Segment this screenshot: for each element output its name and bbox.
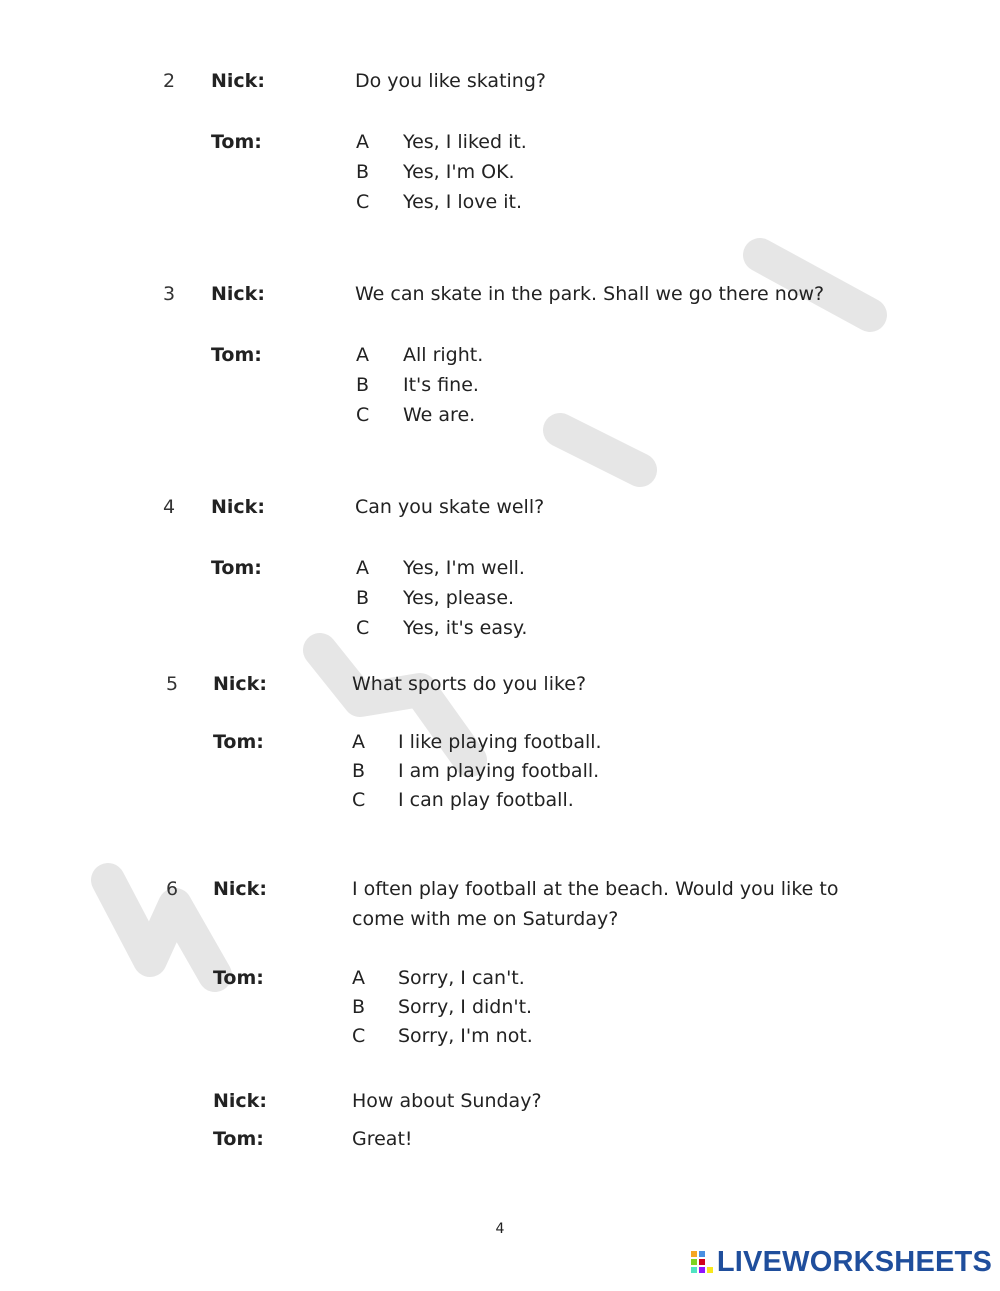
watermark-stroke [108,880,215,975]
page-number: 4 [495,1221,505,1237]
option-text: It's fine. [403,374,479,396]
prompt-speaker: Nick: [211,496,265,518]
closing-line: How about Sunday? [352,1090,542,1112]
option-text: I like playing football. [398,731,602,753]
prompt-speaker: Nick: [213,673,267,695]
question-prompt: I often play football at the beach. Would you like to come with me on Saturday? [352,878,839,930]
prompt-speaker: Nick: [211,70,265,92]
option-letter: A [356,131,369,153]
question-number: 4 [163,496,176,518]
question-prompt: Can you skate well? [355,496,545,518]
option-text: Sorry, I can't. [398,967,525,989]
option-text: Sorry, I'm not. [398,1025,533,1047]
option-text: I am playing football. [398,760,600,782]
option-text: Yes, I love it. [403,191,523,213]
question-number: 6 [166,878,179,900]
option-text: We are. [403,404,476,426]
option-letter: B [352,996,366,1018]
watermark-stroke [560,430,640,470]
option-text: Yes, please. [403,587,515,609]
liveworksheets-brand [691,1247,992,1277]
answer-speaker: Tom: [213,731,264,753]
option-letter: A [356,344,369,366]
option-text: Yes, I'm well. [403,557,525,579]
option-text: I can play football. [398,789,574,811]
option-letter: C [352,789,366,811]
answer-speaker: Tom: [211,557,262,579]
liveworksheets-logo-icon [691,1251,713,1273]
prompt-speaker: Nick: [211,283,265,305]
option-letter: B [356,587,370,609]
brand-name: LIVEWORKSHEETS [716,1245,992,1278]
option-letter: C [356,191,370,213]
closing-speaker: Tom: [213,1128,264,1150]
answer-speaker: Tom: [211,344,262,366]
option-letter: B [352,760,366,782]
option-letter: A [352,731,365,753]
question-prompt: We can skate in the park. Shall we go there now? [355,283,825,305]
closing-line: Great! [352,1128,413,1150]
closing-speaker: Nick: [213,1090,267,1112]
option-text: Yes, it's easy. [403,617,528,639]
answer-speaker: Tom: [211,131,262,153]
option-letter: C [356,404,370,426]
prompt-speaker: Nick: [213,878,267,900]
option-text: Sorry, I didn't. [398,996,533,1018]
option-text: Yes, I'm OK. [403,161,515,183]
option-letter: B [356,161,370,183]
question-number: 3 [163,283,176,305]
answer-speaker: Tom: [213,967,264,989]
option-letter: A [352,967,365,989]
option-letter: A [356,557,369,579]
question-prompt: Do you like skating? [355,70,546,92]
option-text: All right. [403,344,484,366]
question-number: 2 [163,70,176,92]
option-letter: C [356,617,370,639]
option-letter: B [356,374,370,396]
question-number: 5 [166,673,179,695]
option-text: Yes, I liked it. [403,131,527,153]
question-prompt: What sports do you like? [352,673,587,695]
option-letter: C [352,1025,366,1047]
